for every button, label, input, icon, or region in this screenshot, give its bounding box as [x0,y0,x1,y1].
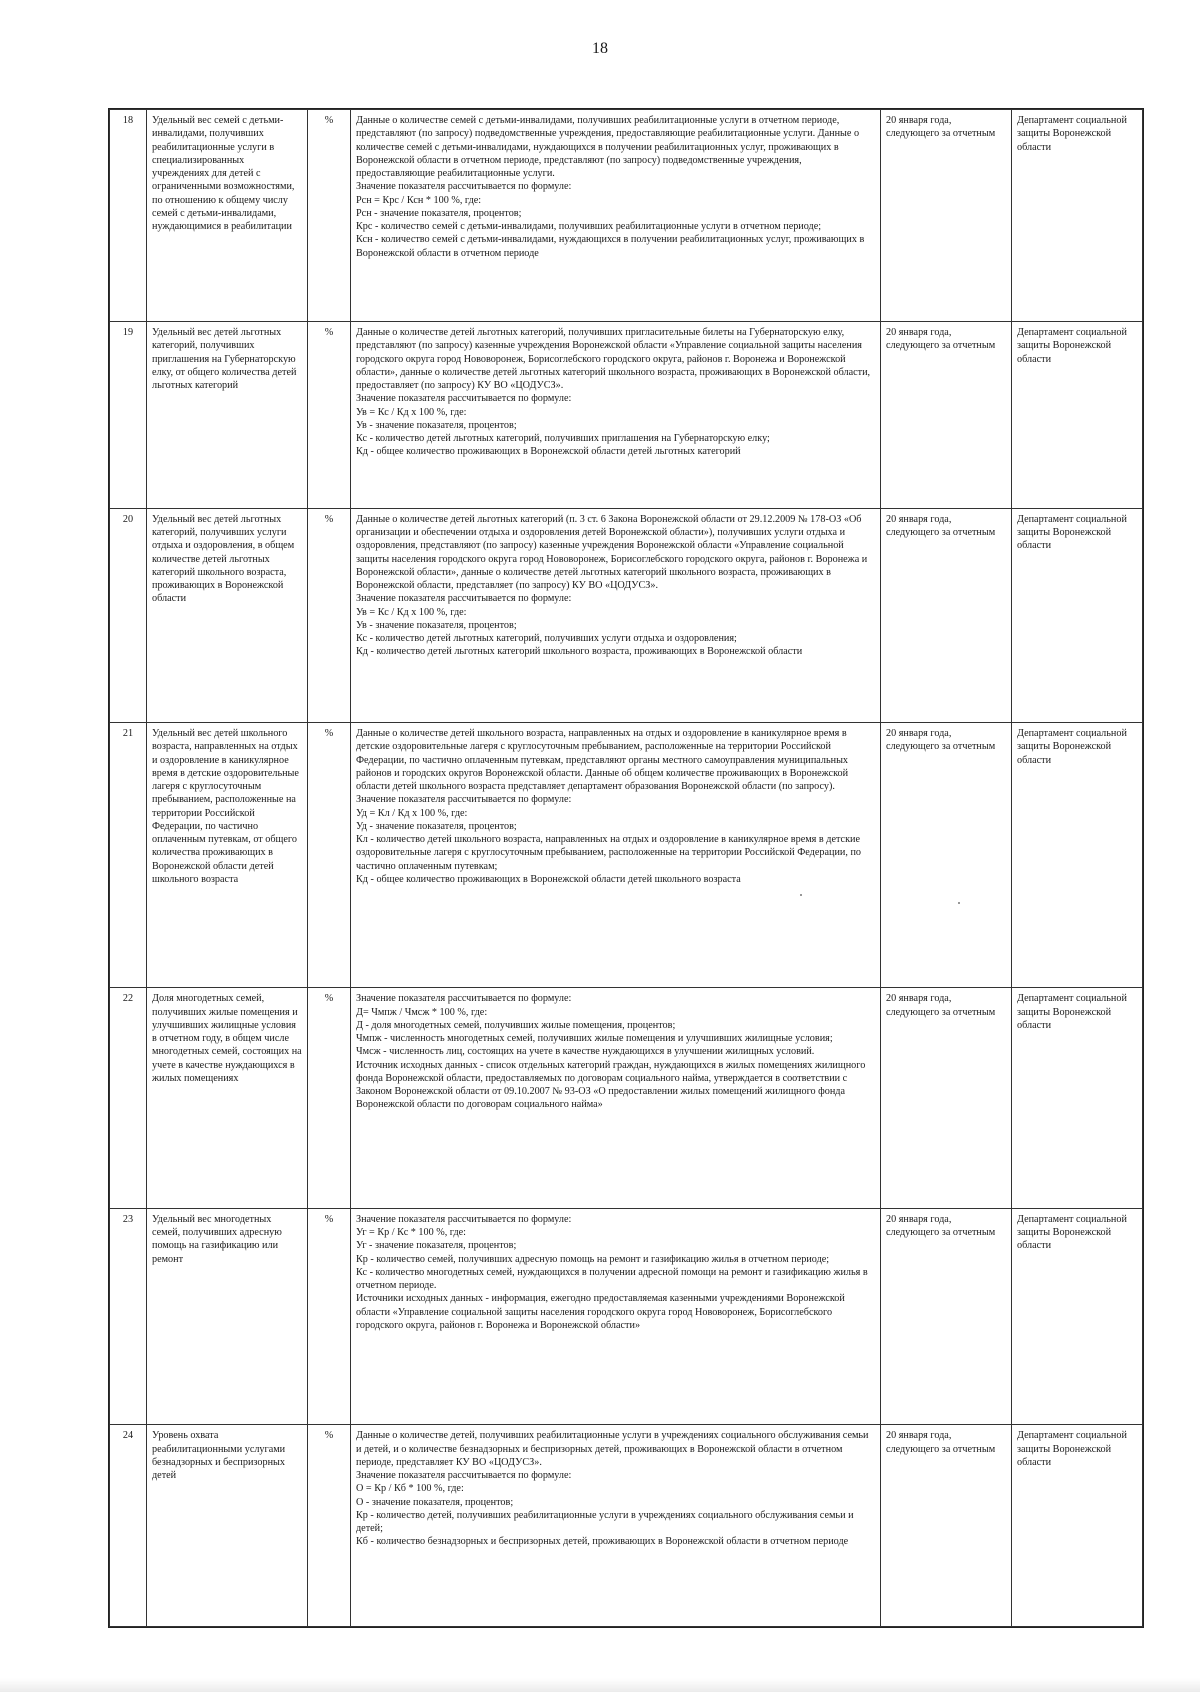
method-line: Уд = Кл / Кд х 100 %, где: [356,807,468,819]
row-number-cell: 23 [110,1208,147,1424]
indicator-row [110,110,1143,322]
method-line: Рсн - значение показателя, процентов; [356,207,522,219]
responsible-cell: Департамент социальной защиты Воронежской области [1012,110,1143,322]
method-line: О - значение показателя, процентов; [356,1496,514,1508]
unit-cell: % [308,508,351,722]
deadline-cell: 20 января года, следующего за отчетным [881,110,1012,322]
method-line: Значение показателя рассчитывается по формуле: [356,181,572,193]
method-line: Данные о количестве детей школьного возраста, направленных на отдых и оздоровление в каникулярное время в детские оздоровительные лагеря с круглосуточным пребыванием, расположенные на территории Российской Федерации, по частично оплаченным путевкам, представляют органы местного самоуправления муниципальных районов и городских округов Воронежской области. Данные об общем количестве проживающих в Воронежской области детей школьного возраста представляет департамент образования Воронежской области (по запросу). [356,728,849,793]
method-line: Кр - количество семей, получивших адресную помощь на ремонт и газификацию жилья в отчетном периоде; [356,1253,830,1265]
method-line: Данные о количестве детей льготных категорий, получивших пригласительные билеты на Губернаторскую елку, представляют (по запросу) казенные учреждения Воронежской области «Управление социальной защиты населения городского округа город Нововоронеж, Борисоглебского городского округа, районов г. Воронежа и Воронежской области», данные о количестве детей льготных категорий школьного возраста, проживающих в Воронежской области, предоставляет (по запросу) КУ ВО «ЦОДУСЗ». [356,327,871,392]
deadline-cell: 20 января года, следующего за отчетным [881,1208,1012,1424]
method-line: Кд - общее количество проживающих в Воронежской области детей льготных категорий [356,446,741,458]
indicator-name-cell: Удельный вес детей льготных категорий, получивших приглашения на Губернаторскую елку, от общего количества детей льготных категорий [147,322,308,509]
method-line: Кл - количество детей школьного возраста, направленных на отдых и оздоровление в каникулярное время в детские оздоровительные лагеря с круглосуточным пребыванием, расположенные на территории Российской Федерации, по частично оплаченным путевкам; [356,834,861,872]
deadline-cell: 20 января года, следующего за отчетным [881,1425,1012,1627]
method-line: Источники исходных данных - информация, ежегодно предоставляемая казенными учреждениями Воронежской области «Управление социальной защиты населения городского округа город Нововоронеж, Борисоглебского городского округа, районов г. Воронежа и Воронежской области» [356,1293,845,1331]
indicator-row [110,988,1143,1209]
method-line: Кд - количество детей льготных категорий школьного возраста, проживающих в Воронежской области [356,646,803,658]
method-line: Значение показателя рассчитывается по формуле: [356,393,572,405]
method-line: Ув - значение показателя, процентов; [356,419,517,431]
method-line: Кс - количество многодетных семей, нуждающихся в получении адресной помощи на ремонт и газификацию жилья в отчетном периоде. [356,1266,868,1292]
method-line: Кд - общее количество проживающих в Воронежской области детей школьного возраста [356,873,741,885]
method-line: Д - доля многодетных семей, получивших жилые помещения, процентов; [356,1019,676,1031]
method-line: Значение показателя рассчитывается по формуле: [356,993,572,1005]
method-line: Значение показателя рассчитывается по формуле: [356,1470,572,1482]
indicator-row [110,1208,1143,1424]
scan-speck [958,902,960,904]
scan-edge-shadow [0,1678,1200,1692]
deadline-cell: 20 января года, следующего за отчетным [881,508,1012,722]
calculation-method-cell [351,723,881,988]
page-number: 18 [592,40,608,57]
unit-cell: % [308,110,351,322]
deadline-cell: 20 января года, следующего за отчетным [881,322,1012,509]
row-number-cell: 24 [110,1425,147,1627]
unit-cell: % [308,322,351,509]
indicator-table [109,109,1143,1627]
indicator-name-cell: Уровень охвата реабилитационными услугами безнадзорных и беспризорных детей [147,1425,308,1627]
method-line: Ув = Кс / Кд х 100 %, где: [356,606,467,618]
row-number-cell: 19 [110,322,147,509]
method-line: Источник исходных данных - список отдельных категорий граждан, нуждающихся в жилых помещениях жилищного фонда Воронежской области, предоставляемых по договорам социального найма, утверждается в соответствии с Законом Воронежской области от 09.10.2007 № 93-ОЗ «О предоставлении жилых помещений жилищного фонда Воронежской области по договорам социального найма» [356,1059,866,1111]
scan-speck [800,894,802,896]
indicator-name-cell: Доля многодетных семей, получивших жилые помещения и улучшивших жилищные условия в отчетном году, в общем числе многодетных семей, состоящих на учете в качестве нуждающихся в жилых помещениях [147,988,308,1209]
responsible-cell: Департамент социальной защиты Воронежской области [1012,723,1143,988]
indicator-row [110,1425,1143,1627]
method-line: Кс - количество детей льготных категорий, получивших услуги отдыха и оздоровления; [356,633,737,645]
indicator-row [110,322,1143,509]
calculation-method-cell [351,988,881,1209]
indicator-name-cell: Удельный вес детей льготных категорий, получивших услуги отдыха и оздоровления, в общем количестве детей льготных категорий школьного возраста, проживающих в Воронежской области [147,508,308,722]
responsible-cell: Департамент социальной защиты Воронежской области [1012,1425,1143,1627]
method-line: Крс - количество семей с детьми-инвалидами, получивших реабилитационные услуги в отчетном периоде; [356,221,822,232]
responsible-cell: Департамент социальной защиты Воронежской области [1012,1208,1143,1424]
responsible-cell: Департамент социальной защиты Воронежской области [1012,988,1143,1209]
method-line: Уг = Кр / Кс * 100 %, где: [356,1227,467,1239]
unit-cell: % [308,1208,351,1424]
method-line: Рсн = Крс / Ксн * 100 %, где: [356,194,482,206]
method-line: Ув - значение показателя, процентов; [356,619,517,631]
unit-cell: % [308,723,351,988]
indicator-table-body [110,110,1143,1627]
indicator-row [110,723,1143,988]
calculation-method-cell [351,322,881,509]
indicator-name-cell: Удельный вес детей школьного возраста, направленных на отдых и оздоровление в каникулярное время в детские оздоровительные лагеря с круглосуточным пребыванием, расположенные на территории Российской Федерации, по частично оплаченным путевкам, от общего количества проживающих в Воронежской области детей школьного возраста [147,723,308,988]
calculation-method-cell [351,1208,881,1424]
method-line: Кс - количество детей льготных категорий, получивших приглашения на Губернаторскую елку; [356,433,770,445]
unit-cell: % [308,1425,351,1627]
responsible-cell: Департамент социальной защиты Воронежской области [1012,508,1143,722]
deadline-cell: 20 января года, следующего за отчетным [881,723,1012,988]
method-line: Значение показателя рассчитывается по формуле: [356,593,572,605]
calculation-method-cell [351,508,881,722]
method-line: Значение показателя рассчитывается по формуле: [356,794,572,806]
method-line: Уг - значение показателя, процентов; [356,1240,517,1252]
indicator-table-sheet [108,108,1144,1628]
row-number-cell: 22 [110,988,147,1209]
method-line: Данные о количестве семей с детьми-инвалидами, получивших реабилитационные услуги в отчетном периоде, представляют (по запросу) подведомственные учреждения, предоставляющие реабилитационные услуги. Данные о количестве семей с детьми-инвалидами, нуждающихся в получении реабилитационных услуг, проживающих в Воронежской области в отчетном периоде, представляют (по запросу) подведомственные учреждения, предоставляющие реабилитационные услуги. [356,115,860,179]
calculation-method-cell [351,110,881,322]
method-line: Ксн - количество семей с детьми-инвалидами, нуждающихся в получении реабилитационных услуг, проживающих в Воронежской области в отчетном периоде [356,234,865,259]
row-number-cell: 18 [110,110,147,322]
method-line: Кб - количество безнадзорных и беспризорных детей, проживающих в Воронежской области в отчетном периоде [356,1536,849,1548]
method-line: Уд - значение показателя, процентов; [356,820,517,832]
indicator-name-cell: Удельный вес семей с детьми-инвалидами, получивших реабилитационные услуги в специализированных учреждениях для детей с ограниченными возможностями, по отношению к общему числу семей с детьми-инвалидами, нуждающимися в реабилитации [147,110,308,322]
method-line: Кр - количество детей, получивших реабилитационные услуги в учреждениях социального обслуживания семьи и детей; [356,1509,854,1535]
method-line: Чмпж - численность многодетных семей, получивших жилые помещения и улучшивших жилищные условия; [356,1033,833,1045]
indicator-name-cell: Удельный вес многодетных семей, получивших адресную помощь на газификацию или ремонт [147,1208,308,1424]
method-line: Данные о количестве детей льготных категорий (п. 3 ст. 6 Закона Воронежской области от 29.12.2009 № 178-ОЗ «Об организации и обеспечении отдыха и оздоровления детей Воронежской области»), получивших услуги отдыха и оздоровления, представляют (по запросу) казенные учреждения Воронежской области «Управление социальной защиты населения городского округа город Нововоронеж, Борисоглебского городского округа, районов г. Воронежа и Воронежской области», данные о количестве детей льготных категорий школьного возраста, проживающих в Воронежской области, представляет (по запросу) КУ ВО «ЦОДУСЗ». [356,513,868,592]
row-number-cell: 20 [110,508,147,722]
method-line: Данные о количестве детей, получивших реабилитационные услуги в учреждениях социального обслуживания семьи и детей, и о количестве безнадзорных и беспризорных детей, проживающих в Воронежской области в отчетном периоде, представляет КУ ВО «ЦОДУСЗ». [356,1430,869,1468]
deadline-cell: 20 января года, следующего за отчетным [881,988,1012,1209]
indicator-row [110,508,1143,722]
responsible-cell: Департамент социальной защиты Воронежской области [1012,322,1143,509]
method-line: О = Кр / Кб * 100 %, где: [356,1483,464,1495]
calculation-method-cell [351,1425,881,1627]
row-number-cell: 21 [110,723,147,988]
method-line: Ув = Кс / Кд х 100 %, где: [356,406,467,418]
method-line: Чмсж - численность лиц, состоящих на учете в качестве нуждающихся в улучшении жилищных условий. [356,1046,815,1058]
method-line: Значение показателя рассчитывается по формуле: [356,1213,572,1225]
unit-cell: % [308,988,351,1209]
method-line: Д= Чмпж / Чмсж * 100 %, где: [356,1006,488,1018]
